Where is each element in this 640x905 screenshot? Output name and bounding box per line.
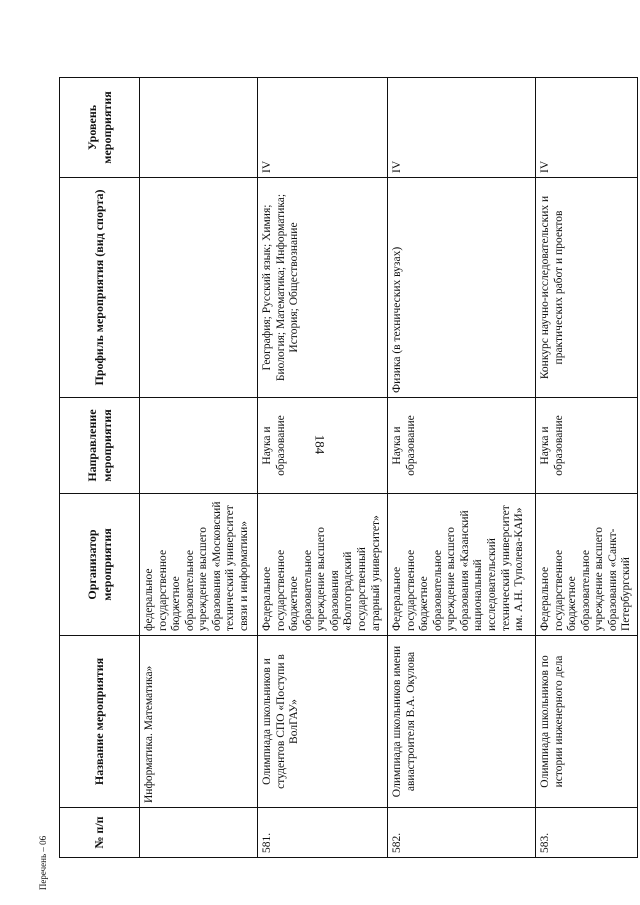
cell-level [140,78,258,178]
cell-num: 581. [258,808,388,858]
cell-num: 582. [388,808,536,858]
cell-organizer: Федеральное государственное бюджетное образовательное учреждение высшего образования «Санкт-Петербургский [536,494,638,636]
header-name: Название мероприятия [60,636,140,808]
footer-caption [32,835,54,891]
cell-num: 583. [536,808,638,858]
cell-organizer: федеральное государственное бюджетное образовательное учреждение высшего образования «Московский технический университет связи и информатики» [140,494,258,636]
cell-profile: Конкурс научно-исследовательских и практических работ и проектов [536,178,638,398]
table-row [536,78,638,858]
cell-profile [140,178,258,398]
table-row [258,78,388,858]
cell-name: Информатика. Математика» [140,636,258,808]
header-direction: Направление мероприятия [60,398,140,494]
table-row [388,78,536,858]
cell-level: IV [258,78,388,178]
cell-profile: Физика (в технических вузах) [388,178,536,398]
cell-level: IV [388,78,536,178]
header-level: Уровень мероприятия [60,78,140,178]
cell-organizer: Федеральное государственное бюджетное образовательное учреждение высшего образования «Казанский национальный исследовательский технический университет им. А.Н. Туполева-КАИ» [388,494,536,636]
header-profile: Профиль мероприятия (вид спорта) [60,178,140,398]
cell-direction: Наука и образование [258,398,388,494]
rotated-table-container [59,78,633,858]
table-row [140,78,258,858]
cell-name: Олимпиада школьников имени авиастроителя В.А. Окулова [388,636,536,808]
header-num: № п/п [60,808,140,858]
cell-name: Олимпиада школьников и студентов СПО «Поступи в ВолГАУ» [258,636,388,808]
events-table [59,77,638,858]
cell-profile: География; Русский язык; Химия; Биология; Математика; Информатика; История; Обществознание [258,178,388,398]
cell-name: Олимпиада школьников по истории инженерного дела [536,636,638,808]
cell-direction: Наука и образование [388,398,536,494]
cell-level: IV [536,78,638,178]
header-organizer: Организатор мероприятия [60,494,140,636]
table-header-row [60,78,140,858]
cell-direction: Наука и образование [536,398,638,494]
cell-organizer: Федеральное государственное бюджетное образовательное учреждение высшего образования «Волгоградский государственный аграрный университет» [258,494,388,636]
cell-direction [140,398,258,494]
footer-text: Перечень – 06 [38,835,48,891]
cell-num [140,808,258,858]
page-number: 184 [312,434,328,455]
